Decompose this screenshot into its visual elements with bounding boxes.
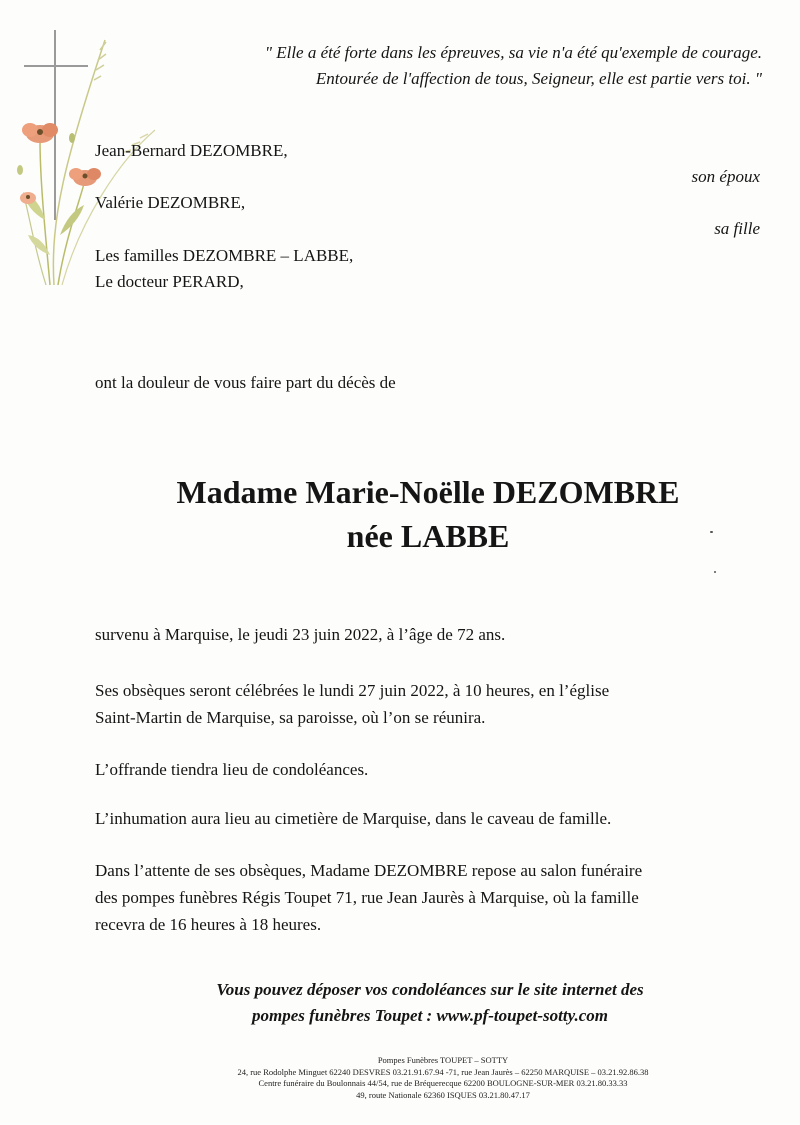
epitaph-quote: [150, 40, 762, 92]
footer-address-1: 24, rue Rodolphe Minguet 62240 DESVRES 03.21.91.67.94 -71, rue Jean Jaurès – 62250 MARQUISE – 03.21.92.86.38: [237, 1066, 649, 1077]
funeral-line-1: Ses obsèques seront célébrées le lundi 27 juin 2022, à 10 heures, en l’église: [95, 681, 610, 700]
family-member-name: Valérie DEZOMBRE,: [95, 193, 246, 212]
family-member-name: Les familles DEZOMBRE – LABBE,: [95, 246, 354, 265]
footer-address-2: Centre funéraire du Boulonnais 44/54, rue de Bréquerecque 62200 BOULOGNE-SUR-MER 03.21.80.33.33: [258, 1078, 628, 1088]
footer-company: Pompes Funèbres TOUPET – SOTTY: [377, 1055, 509, 1065]
wake-line-2: des pompes funèbres Régis Toupet 71, rue Jean Jaurès à Marquise, où la famille: [95, 888, 639, 907]
burial-text: L’inhumation aura lieu au cimetière de Marquise, dans le caveau de famille.: [95, 809, 612, 828]
family-member-role: son époux: [691, 167, 760, 186]
condolences-notice: [0, 977, 800, 1029]
condolences-line-1: Vous pouvez déposer vos condoléances sur le site internet des: [216, 980, 644, 999]
family-member-name: Le docteur PERARD,: [95, 272, 244, 291]
scan-speck: [714, 571, 716, 573]
deceased-name: Madame Marie-Noëlle DEZOMBRE: [176, 474, 680, 510]
wake-paragraph: [95, 857, 760, 938]
funeral-line-2: Saint-Martin de Marquise, sa paroisse, où l’on se réunira.: [95, 708, 486, 727]
poppy-2: [69, 168, 101, 186]
death-info: survenu à Marquise, le jeudi 23 juin 2022, à l’âge de 72 ans.: [95, 625, 506, 644]
poppy-3: [20, 192, 36, 204]
family-member-name: Jean-Bernard DEZOMBRE,: [95, 141, 288, 160]
footer-address-3: 49, route Nationale 62360 ISQUES 03.21.80.47.17: [356, 1089, 530, 1100]
condolences-line-2: pompes funèbres Toupet : www.pf-toupet-sotty.com: [251, 1006, 609, 1025]
offering-text: L’offrande tiendra lieu de condoléances.: [95, 760, 369, 779]
quote-line-1: " Elle a été forte dans les épreuves, sa vie n'a été qu'exemple de courage.: [264, 43, 762, 62]
family-member-role: sa fille: [714, 219, 760, 238]
funeral-home-footer: [0, 1055, 800, 1101]
deceased-maiden-name: née LABBE: [346, 518, 510, 554]
scan-speck: [710, 531, 713, 533]
quote-line-2: Entourée de l'affection de tous, Seigneur, elle est partie vers toi. ": [315, 69, 762, 88]
announcement-text: ont la douleur de vous faire part du décès de: [95, 373, 396, 392]
poppy-1: [22, 123, 58, 143]
funeral-paragraph: [95, 677, 760, 731]
wake-line-1: Dans l’attente de ses obsèques, Madame DEZOMBRE repose au salon funéraire: [95, 861, 643, 880]
wake-line-3: recevra de 16 heures à 18 heures.: [95, 915, 322, 934]
deceased-name-block: [0, 470, 800, 558]
